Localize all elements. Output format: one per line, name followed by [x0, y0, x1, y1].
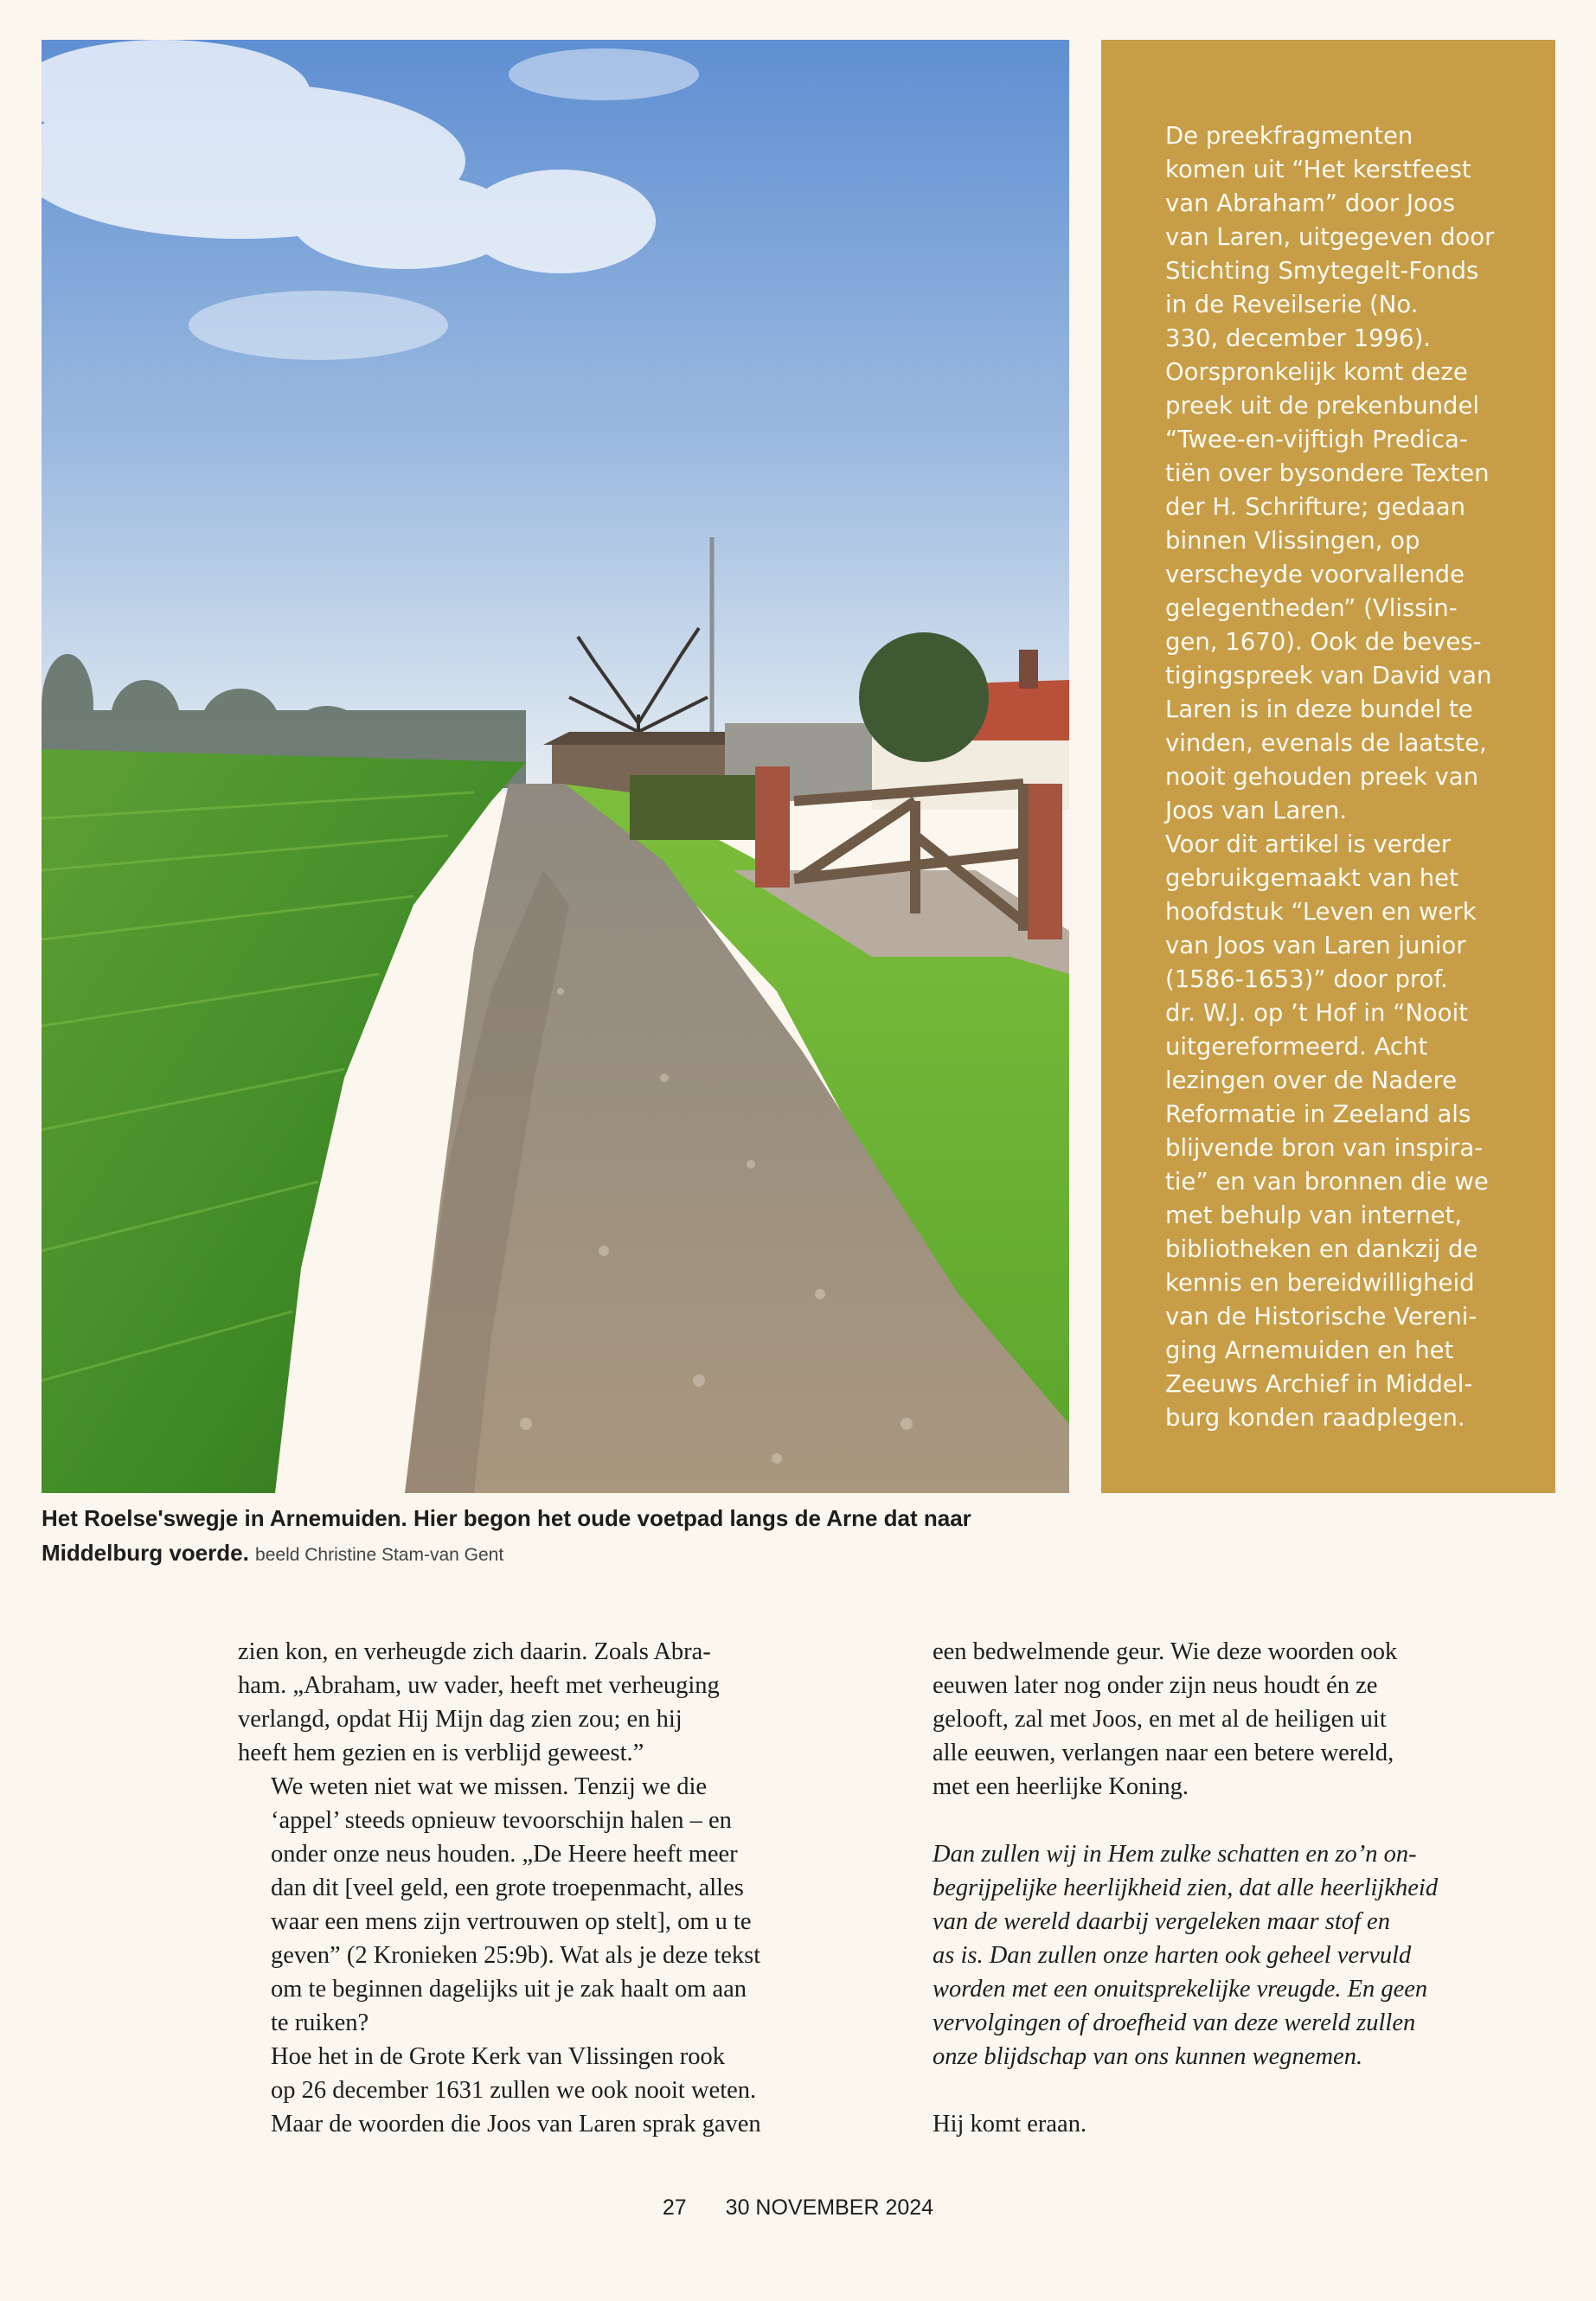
text-line: te ruiken? — [271, 2009, 369, 2036]
text-line: alle eeuwen, verlangen naar een betere wereld, — [933, 1740, 1394, 1766]
text-line: van de wereld daarbij vergeleken maar stof en — [933, 1908, 1390, 1935]
quote-paragraph — [933, 1837, 1486, 2073]
text-line: as is. Dan zullen onze harten ook geheel vervuld — [933, 1942, 1412, 1969]
text-line: op 26 december 1631 zullen we ook nooit weten. — [271, 2077, 757, 2104]
issue-date: 30 NOVEMBER 2024 — [725, 2195, 934, 2220]
text-line: een bedwelmende geur. Wie deze woorden ook — [933, 1638, 1398, 1665]
article-column-left — [238, 1635, 792, 2141]
text-line: heeft hem gezien en is verblijd geweest.” — [238, 1740, 644, 1766]
text-line: ham. „Abraham, uw vader, heeft met verheuging — [238, 1672, 720, 1699]
text-line: Dan zullen wij in Hem zulke schatten en zo’n on- — [933, 1841, 1417, 1868]
roelseswegje-photo-illustration — [42, 40, 1069, 1493]
paragraph — [933, 1635, 1486, 1804]
sidebar-text: De preekfragmenten komen uit “Het kerstfeest van Abraham” door Joos van Laren, uitgegeven door Stichting Smytegelt-Fonds in de Reveilserie (No. 330, december 1996). Oorspronkelijk komt deze preek uit de prekenbundel “Twee-en-vijftigh Predica- tiën over bysondere Texten der H. Schrifture; gedaan binnen Vlissingen, op verscheyde voorvallende gelegentheden” (Vlissin- gen, 1670). Ook de beves- tigingspreek van David van Laren is in deze bundel te vinden, evenals de laatste, nooit gehouden preek van Joos van Laren. Voor dit artikel is verder gebruikgemaakt van het hoofdstuk “Leven en werk van Joos van Laren junior (1586-1653)” door prof. dr. W.J. op ’t Hof in “Nooit uitgereformeerd. Acht lezingen over de Nadere Reformatie in Zeeland als blijvende bron van inspira- tie” en van bronnen die we met behulp van internet, bibliotheken en dankzij de kennis en bereidwilligheid van de Historische Vereni- ging Arnemuiden en het Zeeuws Archief in Middel- burg konden raadplegen. — [1165, 122, 1495, 1432]
hedge — [630, 775, 760, 840]
paragraph — [238, 1635, 792, 1770]
text-line: Maar de woorden die Joos van Laren sprak gaven — [271, 2111, 761, 2138]
text-line: We weten niet wat we missen. Tenzij we die — [271, 1773, 708, 1800]
caption-line-2: Middelburg voerde. — [42, 1540, 249, 1566]
text-line: gelooft, zal met Joos, en met al de heiligen uit — [933, 1706, 1387, 1733]
text-line: eeuwen later nog onder zijn neus houdt én ze — [933, 1672, 1378, 1699]
article-photo — [42, 40, 1069, 1493]
text-line: vervolgingen of droefheid van deze wereld zullen — [933, 2009, 1416, 2036]
caption-line-1: Het Roelse'swegje in Arnemuiden. Hier begon het oude voetpad langs de Arne dat naar — [42, 1505, 971, 1531]
text-line: dan dit [veel geld, een grote troepenmacht, alles — [271, 1875, 744, 1901]
closing-line: Hij komt eraan. — [933, 2111, 1087, 2138]
text-line: waar een mens zijn vertrouwen op stelt], om u te — [271, 1908, 752, 1935]
page-number: 27 — [662, 2195, 687, 2220]
text-line: om te beginnen dagelijks uit je zak haalt om aan — [271, 1976, 747, 2003]
text-line: onze blijdschap van ons kunnen wegnemen. — [933, 2043, 1363, 2070]
article-column-right — [933, 1635, 1486, 2141]
text-line: Hoe het in de Grote Kerk van Vlissingen rook — [271, 2043, 726, 2070]
text-line: met een heerlijke Koning. — [933, 1773, 1189, 1800]
sources-sidebar — [1101, 40, 1555, 1493]
text-line: ‘appel’ steeds opnieuw tevoorschijn halen – en — [271, 1807, 732, 1834]
text-line: verlangd, opdat Hij Mijn dag zien zou; en hij — [238, 1706, 683, 1733]
text-line: zien kon, en verheugde zich daarin. Zoals Abra- — [238, 1638, 711, 1665]
text-line: worden met een onuitsprekelijke vreugde. En geen — [933, 1976, 1428, 2003]
paragraph — [238, 1770, 792, 2040]
photo-credit: beeld Christine Stam-van Gent — [255, 1545, 504, 1565]
text-line: onder onze neus houden. „De Heere heeft meer — [271, 1841, 738, 1868]
paragraph — [238, 2040, 792, 2141]
text-line: begrijpelijke heerlijkheid zien, dat alle heerlijkheid — [933, 1875, 1439, 1901]
photo-caption — [42, 1501, 1080, 1573]
page-footer — [0, 2195, 1596, 2221]
text-line: geven” (2 Kronieken 25:9b). Wat als je deze tekst — [271, 1942, 761, 1969]
